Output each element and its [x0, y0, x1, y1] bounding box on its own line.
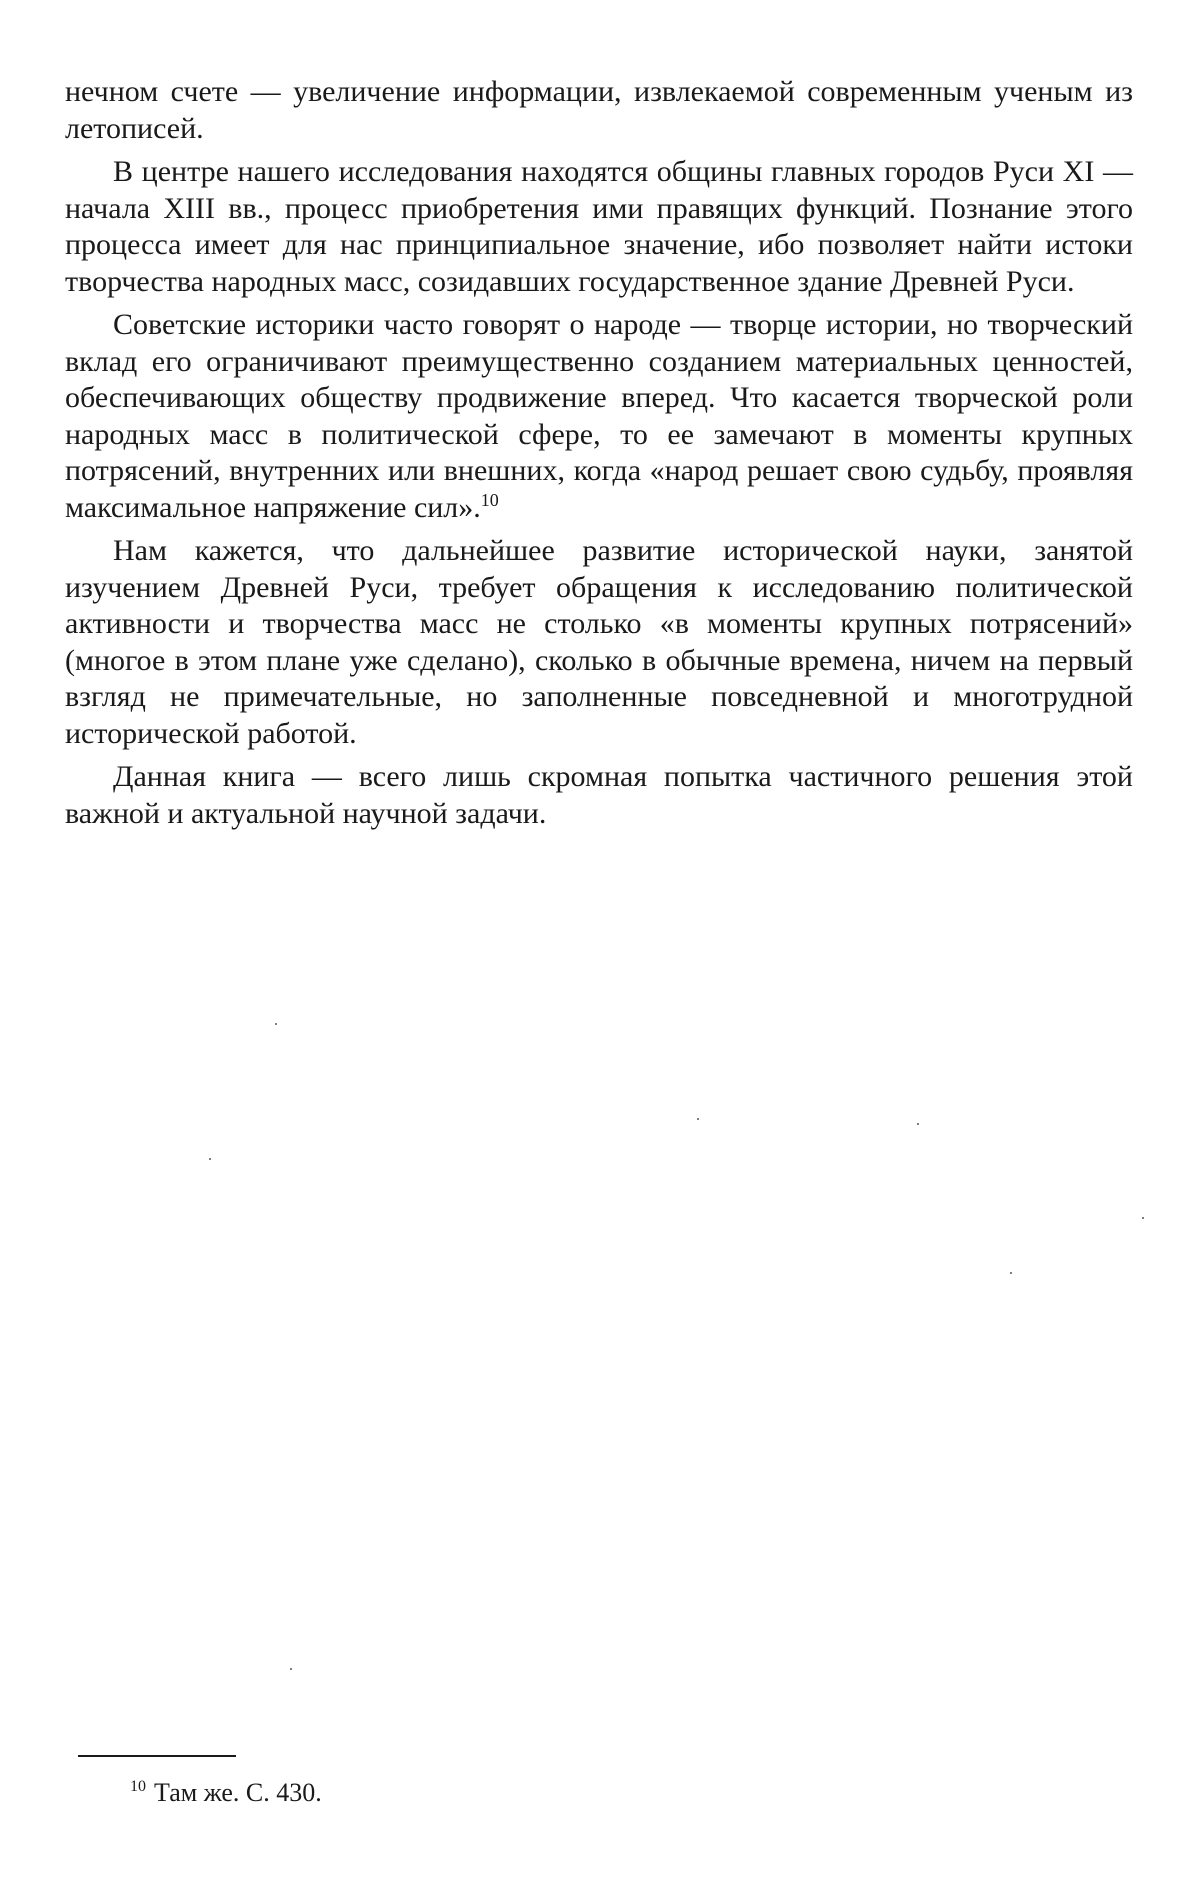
scan-speck — [697, 1118, 699, 1120]
footnote — [130, 1777, 322, 1809]
paragraph-soviet-historians-text: Советские историки часто говорят о народе — творце истории, но творческий вклад его ограничивают преимущественно созданием материальных ценностей, обеспечивающих обществу продвижение вперед. Что касается творческой роли народных масс в политической сфере, то ее замечают в моменты крупных потрясений, внутренних или внешних, когда «народ решает свою судьбу, проявляя максимальное напряжение сил». — [65, 308, 1133, 524]
paragraph-research-focus: В центре нашего исследования находятся общины главных городов Руси XI — начала XIII вв., процесс приобретения ими правящих функций. Познание этого процесса имеет для нас принципиальное значение, ибо позволяет найти истоки творчества народных масс, созидавших государственное здание Древней Руси. — [65, 155, 1133, 298]
scan-speck — [917, 1123, 919, 1125]
paragraph-soviet-historians — [65, 307, 1133, 526]
footnote-number: 10 — [130, 1778, 146, 1796]
paragraph-continuation: нечном счете — увеличение информации, извлекаемой современным ученым из летописей. — [65, 75, 1133, 145]
footnote-text: Там же. С. 430. — [154, 1778, 322, 1807]
scan-speck — [209, 1158, 211, 1160]
paragraph-book-purpose: Данная книга — всего лишь скромная попытка частичного решения этой важной и актуальной научной задачи. — [65, 760, 1133, 830]
scan-speck — [1010, 1272, 1012, 1274]
scan-speck — [275, 1023, 277, 1025]
footnote-divider — [78, 1755, 236, 1757]
scan-speck — [290, 1668, 292, 1670]
scan-speck — [1142, 1217, 1144, 1219]
main-text — [65, 74, 1133, 832]
footnote-reference[interactable]: 10 — [480, 489, 499, 510]
paragraph-further-development: Нам кажется, что дальнейшее развитие исторической науки, занятой изучением Древней Руси, требует обращения к исследованию политической активности и творчества масс не столько «в моменты крупных потрясений» (многое в этом плане уже сделано), сколько в обычные времена, ничем на первый взгляд не примечательные, но заполненные повседневной и многотрудной исторической работой. — [65, 534, 1133, 750]
